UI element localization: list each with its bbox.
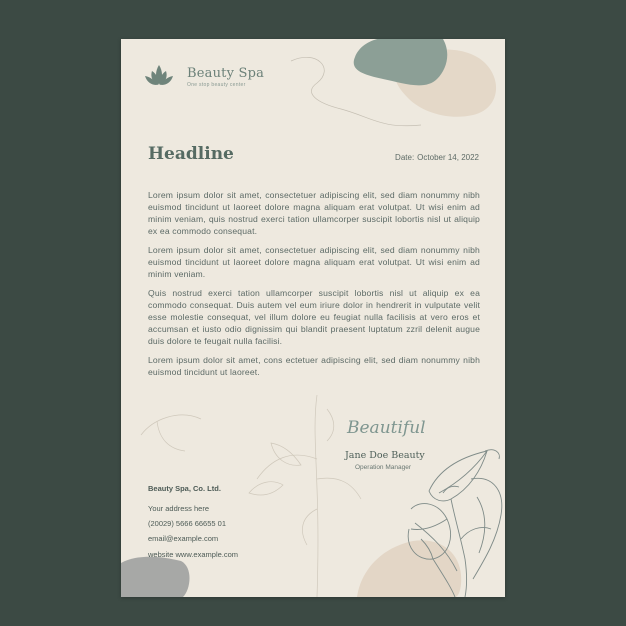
beige-blob-bottom xyxy=(357,540,461,597)
brand-tagline: One stop beauty center xyxy=(187,82,246,88)
body-paragraph: Quis nostrud exerci tation ullamcorper suscipit lobortis nisl ut aliquip ex ea commodo consequat. Duis autem vel eum iriure dolor in hendrerit in vulputate velit esse molestie consequat, vel illum dolore eu feugiat nulla facilisis at vero eros et accumsan et iusto odio dignissim qui blandit praesent luptatum zzril delenit augue duis dolore te feugait nulla facilisi. xyxy=(148,287,480,347)
letter-body xyxy=(148,189,480,384)
contact-phone: (20029) 5666 66655 01 xyxy=(148,519,226,529)
letter-headline: Headline xyxy=(148,144,234,164)
company-name: Beauty Spa, Co. Ltd. xyxy=(148,484,221,493)
contact-email: email@example.com xyxy=(148,534,219,544)
green-blob-top xyxy=(354,39,448,85)
letter-date xyxy=(395,153,479,162)
grey-blob-bottom xyxy=(121,557,190,597)
date-value: October 14, 2022 xyxy=(417,153,479,162)
signer-name: Jane Doe Beauty xyxy=(345,450,425,461)
contact-address: Your address here xyxy=(148,504,210,513)
signature-script: Beautiful xyxy=(347,418,426,438)
letterhead-page xyxy=(121,39,505,597)
contact-website: website www.example.com xyxy=(148,549,239,559)
signer-role: Operation Manager xyxy=(355,464,412,471)
brand-name: Beauty Spa xyxy=(187,66,265,81)
date-label: Date: xyxy=(395,153,415,162)
body-paragraph: Lorem ipsum dolor sit amet, consectetuer adipiscing elit, sed diam nonummy nibh euismod tincidunt ut laoreet dolore magna aliquam erat volutpat. Ut wisi enim ad minim veniam, quis nostrud exerci tation ullamcorper suscipit lobortis nisl ut aliquip ex ea commodo consequat. xyxy=(148,190,480,237)
contact-block xyxy=(148,501,238,562)
body-paragraph: Lorem ipsum dolor sit amet, cons ectetuer adipiscing elit, sed diam nonummy nibh euismod tincidunt ut laoreet. xyxy=(148,354,480,377)
body-paragraph: Lorem ipsum dolor sit amet, consectetuer adipiscing elit, sed diam nonummy nibh euismod tincidunt ut laoreet dolore magna aliquam erat volutpat. Ut wisi enim ad minim veniam. xyxy=(148,244,480,280)
lotus-logo-icon xyxy=(143,63,175,87)
